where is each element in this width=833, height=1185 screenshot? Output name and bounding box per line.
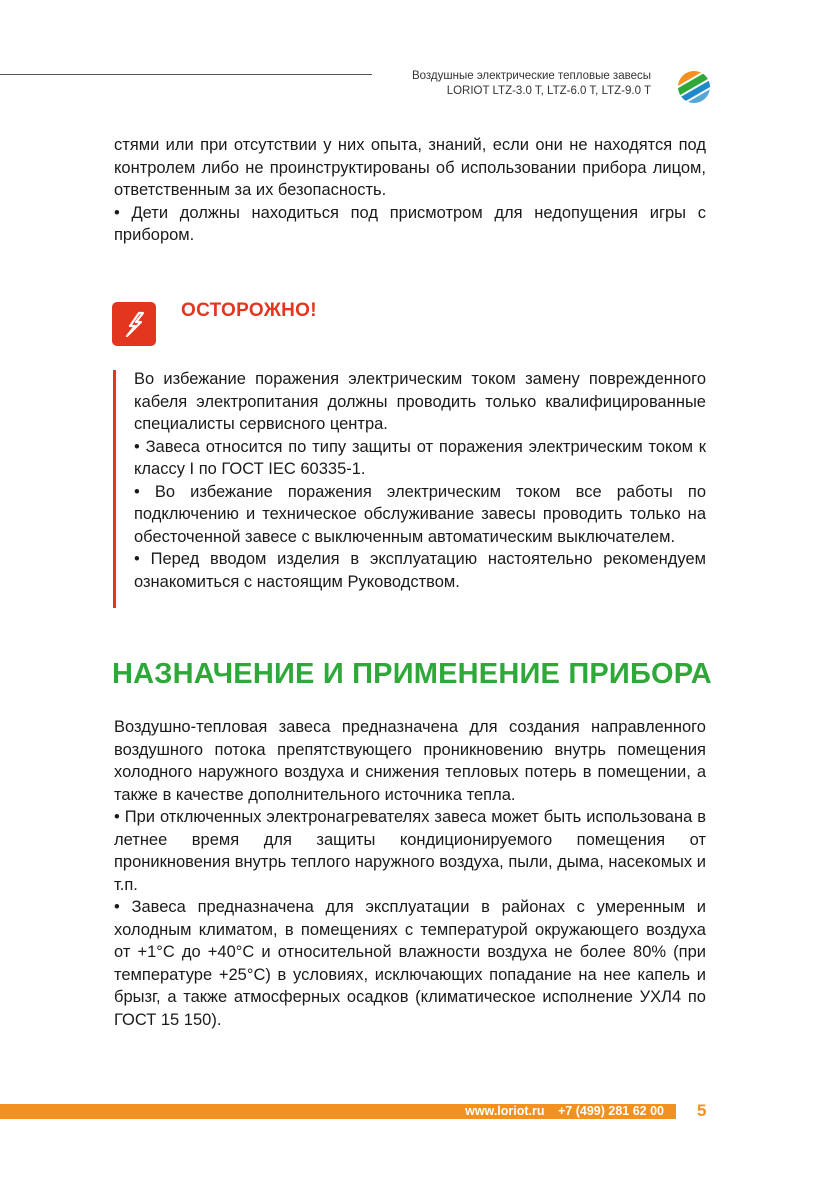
loriot-logo-icon bbox=[677, 70, 711, 104]
header-title-line1: Воздушные электрические тепловые завесы bbox=[411, 70, 651, 82]
section-heading: НАЗНАЧЕНИЕ И ПРИМЕНЕНИЕ ПРИБОРА bbox=[112, 658, 712, 690]
warning-paragraph: • Завеса относится по типу защиты от поражения электрическим током к классу I по ГОСТ IEC 60335-1. bbox=[134, 437, 706, 478]
footer-bar bbox=[0, 1104, 676, 1119]
warning-paragraph: • Перед вводом изделия в эксплуатацию настоятельно рекомендуем ознакомиться с настоящим Руководством. bbox=[134, 550, 706, 591]
warning-paragraph: • Во избежание поражения электрическим током все работы по подключению и техническое обслуживание завесы проводить только на обесточенной завесе с выключенным автоматическим выключателем. bbox=[134, 482, 706, 546]
warning-text bbox=[134, 368, 706, 593]
section-paragraph: Воздушно-тепловая завеса предназначена для создания направленного воздушного потока препятствующего проникновению внутрь помещения холодного наружного воздуха и снижения тепловых потерь в помещении, а также в качестве дополнительного источника тепла. bbox=[114, 718, 706, 804]
warning-side-bar bbox=[113, 370, 116, 608]
section-paragraph: • При отключенных электронагревателях завеса может быть использована в летнее время для защиты кондиционируемого помещения от проникновения внутрь теплого наружного воздуха, пыли, дыма, насекомых и т.п. bbox=[114, 808, 706, 894]
warning-paragraph: Во избежание поражения электрическим током замену поврежденного кабеля электропитания должны проводить только квалифицированные специалисты сервисного центра. bbox=[134, 370, 706, 433]
page-number: 5 bbox=[697, 1101, 707, 1120]
intro-paragraph: • Дети должны находиться под присмотром для недопущения игры с прибором. bbox=[114, 203, 706, 244]
lightning-icon bbox=[112, 302, 156, 346]
section-text bbox=[114, 716, 706, 1031]
footer-contacts bbox=[455, 1104, 664, 1119]
header-title bbox=[412, 69, 651, 99]
footer-phone: +7 (499) 281 62 00 bbox=[558, 1104, 664, 1118]
section-paragraph: • Завеса предназначена для эксплуатации в районах с умеренным и холодным климатом, в помещениях с температурой окружающего воздуха от +1°С до +40°С и относительной влажности воздуха не более 80% (при температуре +25°С) в условиях, исключающих попадание на нее капель и брызг, а также атмосферных осадков (климатическое исполнение УХЛ4 по ГОСТ 15 150). bbox=[114, 898, 706, 1029]
intro-paragraph: стями или при отсутствии у них опыта, знаний, если они не находятся под контролем либо не проинструктированы об использовании прибора лицом, ответственным за их безопасность. bbox=[114, 136, 706, 199]
footer-website-link[interactable]: www.loriot.ru bbox=[465, 1104, 545, 1118]
header-title-line2: LORIOT LTZ-3.0 T, LTZ-6.0 T, LTZ-9.0 T bbox=[446, 85, 651, 97]
intro-text bbox=[114, 134, 706, 247]
header-rule bbox=[0, 74, 372, 75]
warning-title: ОСТОРОЖНО! bbox=[181, 300, 317, 321]
